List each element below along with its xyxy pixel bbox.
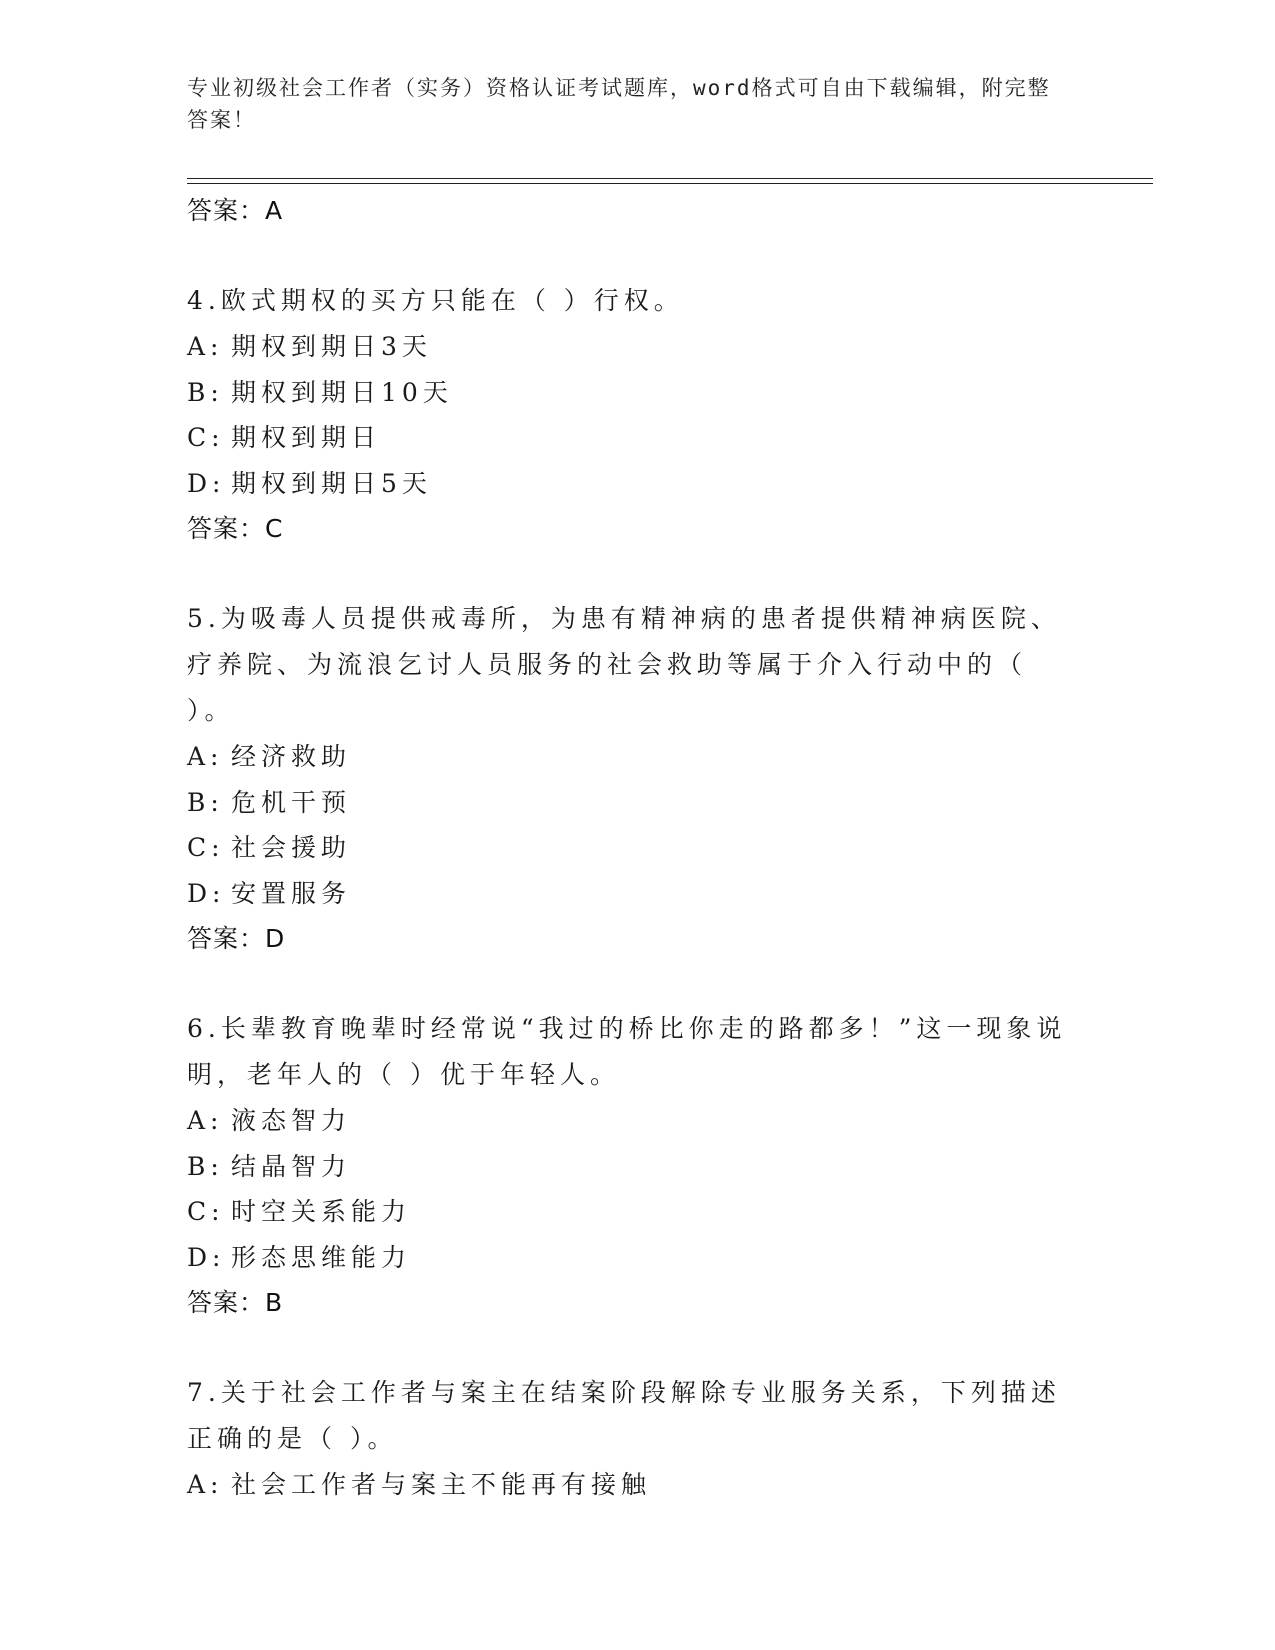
question-6-stem: 6.长辈教育晚辈时经常说“我过的桥比你走的路都多！”这一现象说明，老年人的（ ）优于年轻人。	[187, 1014, 1067, 1089]
header-divider-top	[187, 178, 1153, 179]
question-7-option-a: A: 社会工作者与案主不能再有接触	[187, 1470, 652, 1499]
question-4-option-d: D: 期权到期日5天	[187, 468, 432, 498]
question-6-option-d: D: 形态思维能力	[187, 1242, 412, 1272]
question-6-option-c: C: 时空关系能力	[187, 1197, 412, 1226]
question-4-option-b: B: 期权到期日10天	[187, 377, 453, 407]
question-6-option-a: A: 液态智力	[187, 1106, 352, 1135]
question-5-option-c: C: 社会援助	[187, 833, 352, 862]
question-4-option-c: C: 期权到期日	[187, 423, 382, 452]
question-7-stem: 7.关于社会工作者与案主在结案阶段解除专业服务关系，下列描述正确的是（ ）。	[187, 1378, 1061, 1453]
question-4-answer: 答案：C	[187, 514, 284, 543]
question-6-option-b: B: 结晶智力	[187, 1151, 352, 1181]
question-5-stem: 5.为吸毒人员提供戒毒所，为患有精神病的患者提供精神病医院、疗养院、为流浪乞讨人员服务的社会救助等属于介入行动中的（ ）。	[187, 604, 1061, 725]
question-5-option-a: A: 经济救助	[187, 742, 352, 771]
question-5-answer: 答案：D	[187, 924, 286, 953]
question-4-option-a: A: 期权到期日3天	[187, 332, 432, 361]
header-divider-bottom	[187, 183, 1153, 184]
question-4-stem: 4.欧式期权的买方只能在（ ）行权。	[187, 286, 684, 315]
question-5-option-b: B: 危机干预	[187, 787, 352, 817]
question-5-option-d: D: 安置服务	[187, 878, 352, 908]
answer-line: 答案：A	[187, 196, 284, 225]
document-header: 专业初级社会工作者（实务）资格认证考试题库，word格式可自由下载编辑，附完整答案！	[187, 76, 1051, 132]
question-6-answer: 答案：B	[187, 1288, 284, 1317]
question-list	[187, 188, 1067, 1508]
